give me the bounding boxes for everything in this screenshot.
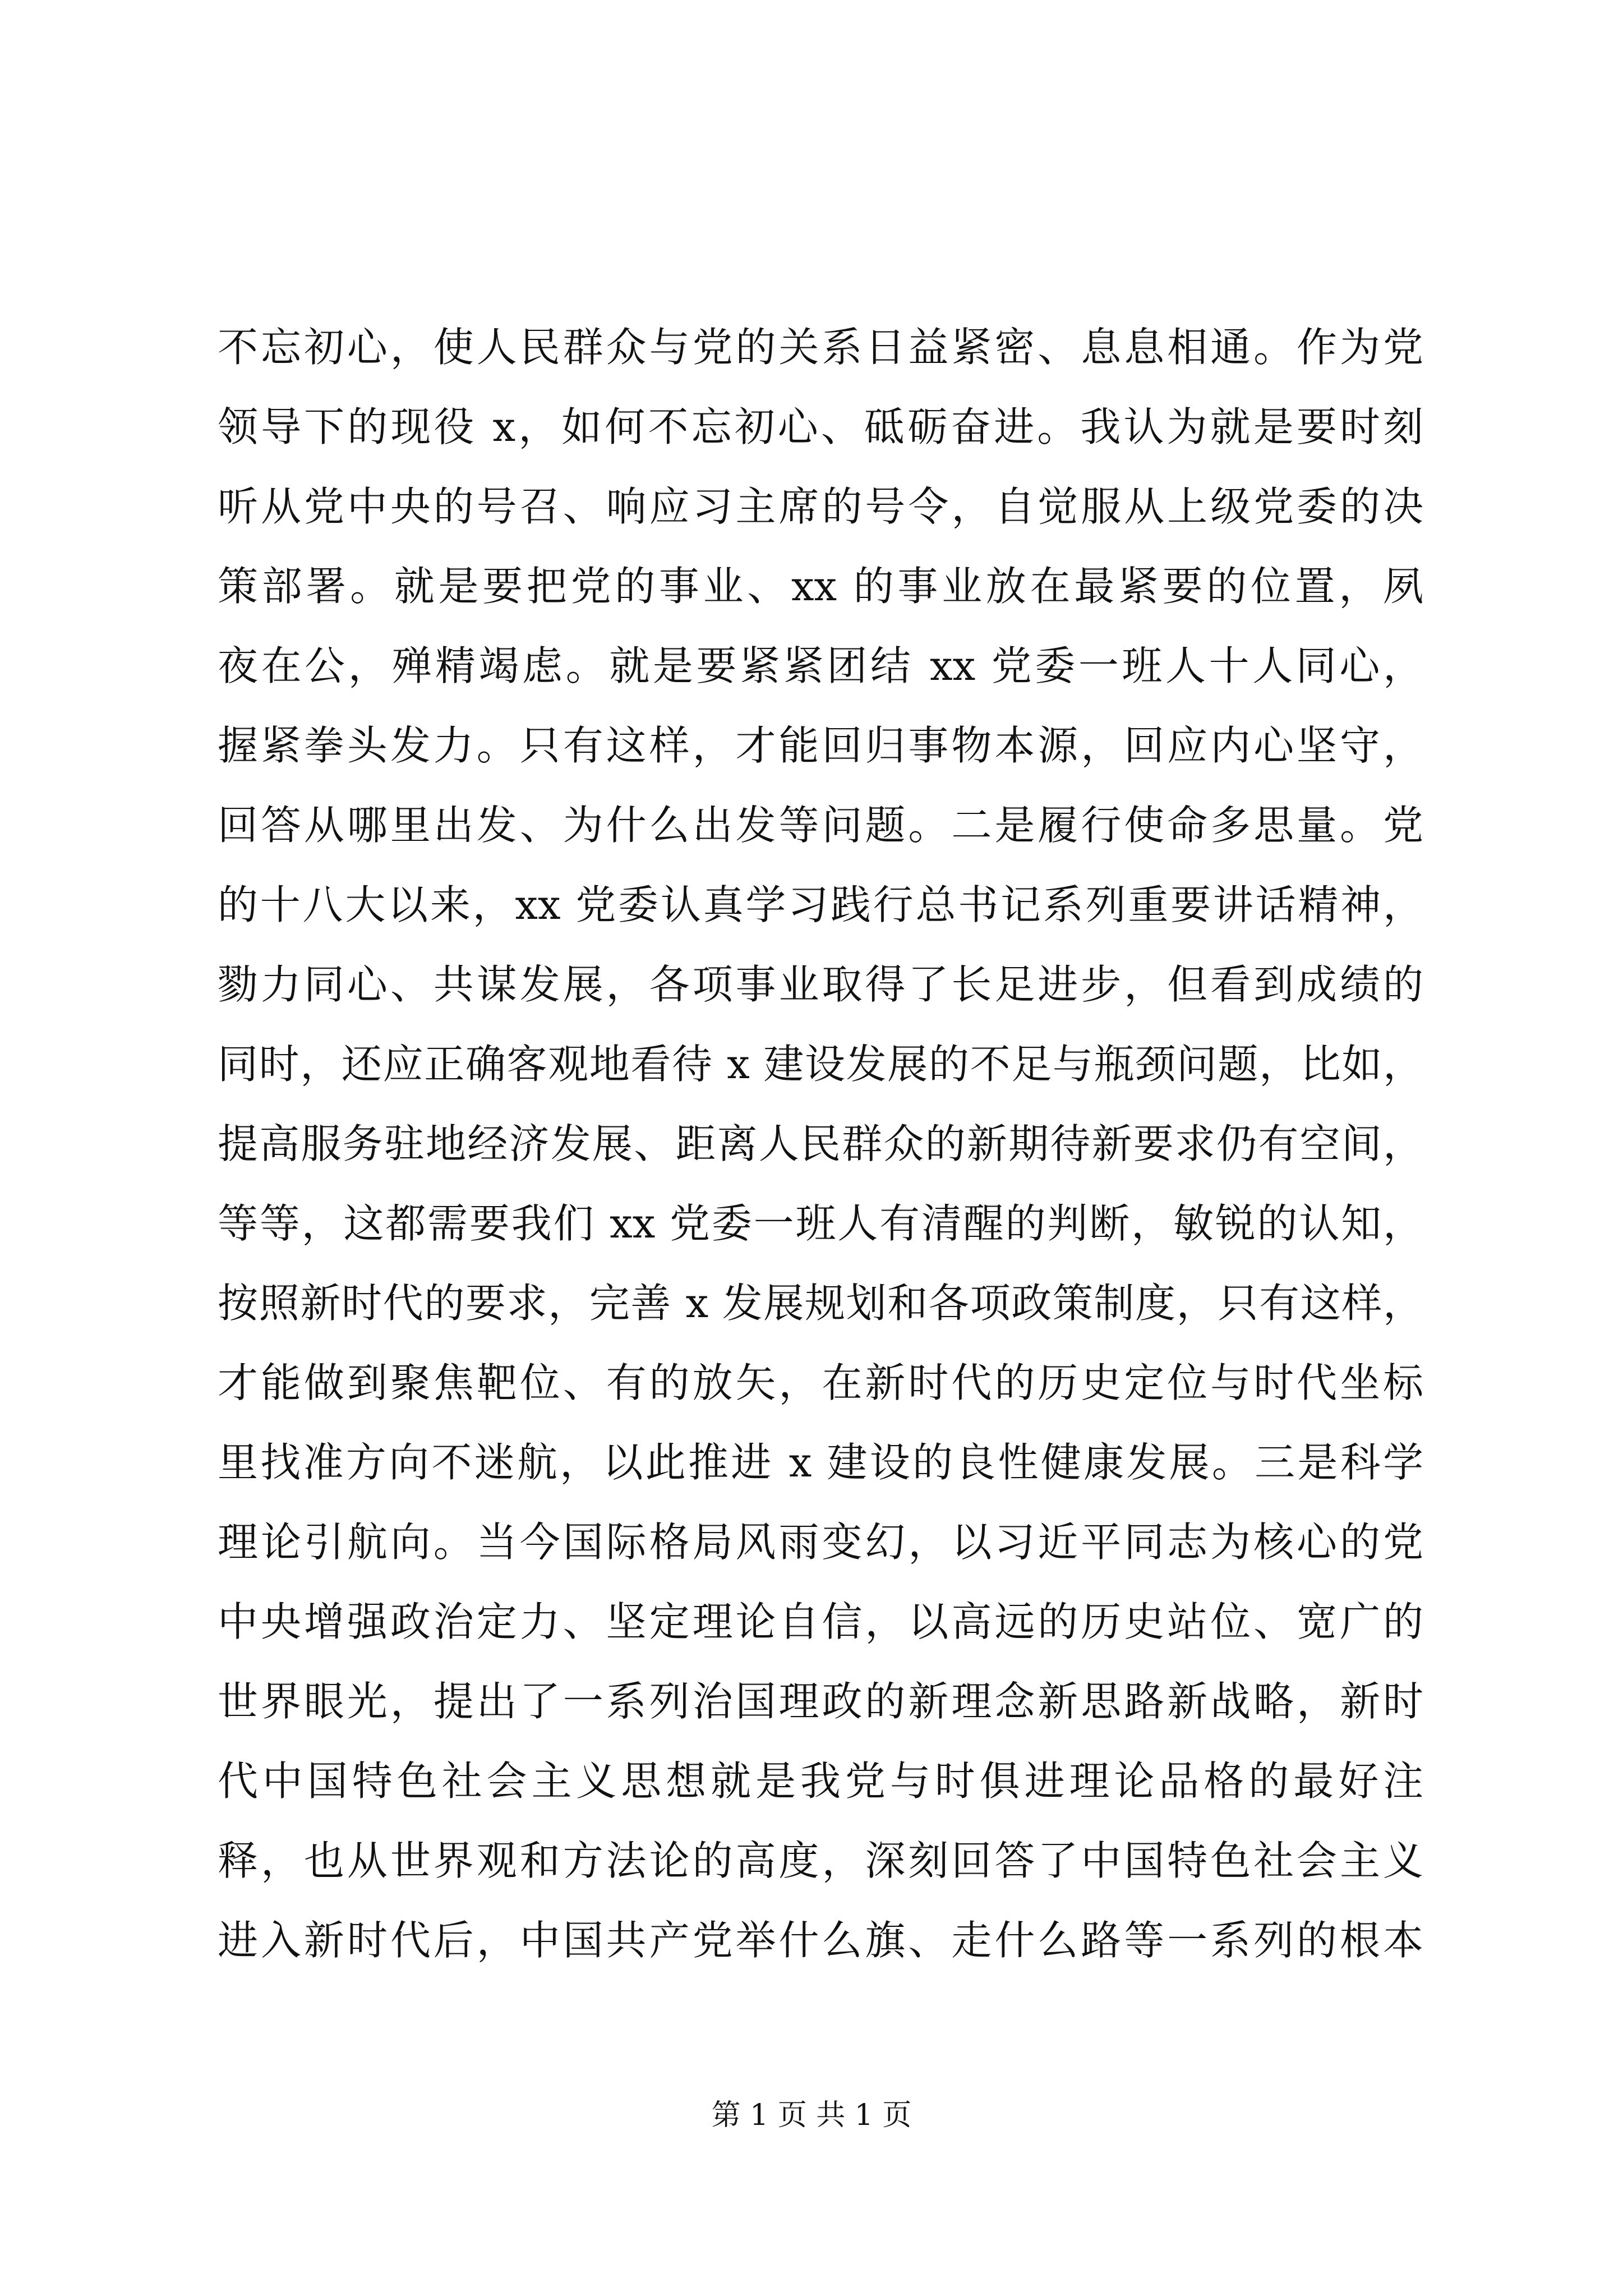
text-line: 才能做到聚焦靶位、有的放矢，在新时代的历史定位与时代坐标 [218,1359,1423,1406]
text-line: 策部署。就是要把党的事业、xx 的事业放在最紧要的位置，夙 [218,563,1423,610]
text-line: 勠力同心、共谋发展，各项事业取得了长足进步，但看到成绩的 [218,961,1423,1008]
text-line: 世界眼光，提出了一系列治国理政的新理念新思路新战略，新时 [218,1678,1423,1725]
text-line: 进入新时代后，中国共产党举什么旗、走什么路等一系列的根本 [218,1917,1423,1964]
text-line: 不忘初心，使人民群众与党的关系日益紧密、息息相通。作为党 [218,324,1423,371]
text-line: 理论引航向。当今国际格局风雨变幻，以习近平同志为核心的党 [218,1519,1423,1566]
text-line: 提高服务驻地经济发展、距离人民群众的新期待新要求仍有空间， [218,1120,1423,1167]
text-line: 领导下的现役 x，如何不忘初心、砥砺奋进。我认为就是要时刻 [218,403,1423,450]
page-footer: 第 1 页 共 1 页 [711,2099,912,2132]
text-line: 回答从哪里出发、为什么出发等问题。二是履行使命多思量。党 [218,802,1423,849]
text-line: 握紧拳头发力。只有这样，才能回归事物本源，回应内心坚守， [218,722,1423,769]
text-line: 按照新时代的要求，完善 x 发展规划和各项政策制度，只有这样， [218,1280,1423,1327]
body-text [218,307,1423,1980]
text-line: 释，也从世界观和方法论的高度，深刻回答了中国特色社会主义 [218,1837,1423,1884]
text-line: 等等，这都需要我们 xx 党委一班人有清醒的判断，敏锐的认知， [218,1200,1423,1247]
text-line: 里找准方向不迷航，以此推进 x 建设的良性健康发展。三是科学 [218,1439,1423,1486]
text-line: 中央增强政治定力、坚定理论自信，以高远的历史站位、宽广的 [218,1598,1423,1645]
text-line: 代中国特色社会主义思想就是我党与时俱进理论品格的最好注 [218,1757,1423,1805]
text-line: 的十八大以来，xx 党委认真学习践行总书记系列重要讲话精神， [218,881,1423,928]
text-line: 夜在公，殚精竭虑。就是要紧紧团结 xx 党委一班人十人同心， [218,642,1423,689]
text-line: 同时，还应正确客观地看待 x 建设发展的不足与瓶颈问题，比如， [218,1041,1423,1088]
text-line: 听从党中央的号召、响应习主席的号令，自觉服从上级党委的决 [218,483,1423,530]
